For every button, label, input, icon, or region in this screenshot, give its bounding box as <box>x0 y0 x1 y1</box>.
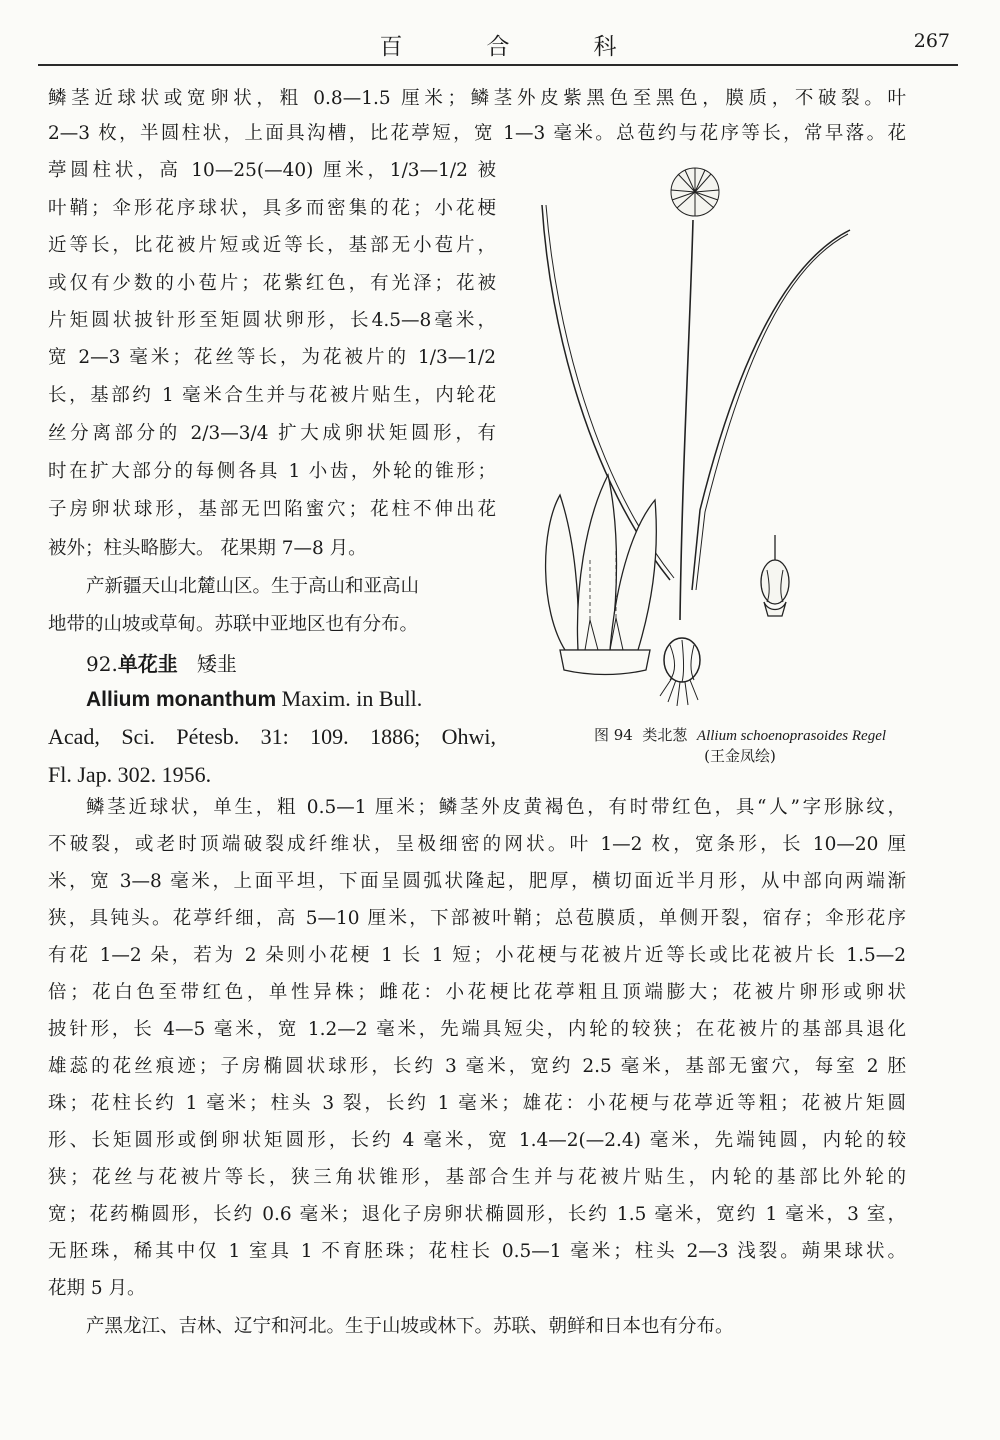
figure-caption <box>530 725 950 767</box>
distribution-line: 地带的山坡或草甸。苏联中亚地区也有分布。 <box>48 614 419 635</box>
text-line: 雄蕊的花丝痕迹；子房椭圆状球形，长约 3 毫米，宽约 2.5 毫米，基部无蜜穴，每室 2 胚 <box>48 1056 906 1077</box>
text-line: 近等长，比花被片短或近等长，基部无小苞片， <box>48 235 496 256</box>
running-title <box>38 28 958 61</box>
text-line: 葶圆柱状，高 10—25(—40) 厘米，1/3—1/2 被 <box>48 160 496 181</box>
species-sci-name: Allium monanthum <box>86 688 277 711</box>
distribution-line: 产黑龙江、吉林、辽宁和河北。生于山坡或林下。苏联、朝鲜和日本也有分布。 <box>86 1316 734 1337</box>
caption-line <box>530 725 950 746</box>
text-line: 倍；花白色至带红色，单性异株；雌花：小花梗比花葶粗且顶端膨大；花被片卵形或卵状 <box>48 982 906 1003</box>
text-line: 或仅有少数的小苞片；花紫红色，有光泽；花被 <box>48 273 496 294</box>
species-alt-name: 矮韭 <box>196 652 237 676</box>
header-rule <box>38 64 958 66</box>
citation-text: Maxim. in Bull. <box>281 686 423 711</box>
text-line: 片矩圆状披针形至矩圆状卵形，长4.5—8毫米， <box>48 310 496 331</box>
distribution-line: 产新疆天山北麓山区。生于高山和亚高山 <box>86 576 420 597</box>
text-line: 宽；花药椭圆形，长约 0.6 毫米；退化子房卵状椭圆形，长约 1.5 毫米，宽约 1 毫米，3 室， <box>48 1204 906 1225</box>
text-line: 长，基部约 1 毫米合生并与花被片贴生，内轮花 <box>48 385 496 406</box>
plant-illustration <box>530 150 950 720</box>
text-line: 宽 2—3 毫米；花丝等长，为花被片的 1/3—1/2 <box>48 347 496 368</box>
caption-cn: 类北葱 <box>642 726 688 744</box>
citation-text: Fl. Jap. 302. 1956. <box>48 762 212 787</box>
citation-text: Acad, Sci. Pétesb. 31: 109. 1886; Ohwi, <box>48 724 496 749</box>
text-line: 时在扩大部分的每侧各具 1 小齿，外轮的锥形； <box>48 461 496 482</box>
species-number: 92. <box>86 652 118 676</box>
text-line: 2—3 枚，半圆柱状，上面具沟槽，比花葶短，宽 1—3 毫米。总苞约与花序等长，常早落。花 <box>48 123 906 144</box>
species-citation-line <box>86 688 422 710</box>
flower-head <box>671 168 719 216</box>
caption-label: 图 94 <box>593 726 633 744</box>
running-title-char: 科 <box>593 34 617 60</box>
text-line: 不破裂，或老时顶端破裂成纤维状，呈极细密的网状。叶 1—2 枚，宽条形，长 10—20 厘 <box>48 834 906 855</box>
page-header <box>38 20 958 62</box>
ovary-detail <box>761 535 789 616</box>
text-line: 狭，具钝头。花葶纤细，高 5—10 厘米，下部被叶鞘；总苞膜质，单侧开裂，宿存；伞形花序 <box>48 908 906 929</box>
text-line: 狭；花丝与花被片等长，狭三角状锥形，基部合生并与花被片贴生，内轮的基部比外轮的 <box>48 1167 906 1188</box>
text-line: 丝分离部分的 2/3—3/4 扩大成卵状矩圆形，有 <box>48 423 496 444</box>
text-line: 披针形，长 4—5 毫米，宽 1.2—2 毫米，先端具短尖，内轮的较狭；在花被片的基部具退化 <box>48 1019 906 1040</box>
text-line: 子房卵状球形，基部无凹陷蜜穴；花柱不伸出花 <box>48 499 496 520</box>
text-line: 被外；柱头略膨大。 花果期 7—8 月。 <box>48 538 367 559</box>
scape <box>680 220 693 620</box>
caption-credit: (王金凤绘) <box>704 747 776 766</box>
text-line: 无胚珠，稀其中仅 1 室具 1 不育胚珠；花柱长 0.5—1 毫米；柱头 2—3 浅裂。蒴果球状。 <box>48 1241 906 1262</box>
text-line: 鳞茎近球状，单生，粗 0.5—1 厘米；鳞茎外皮黄褐色，有时带红色，具“人”字形脉纹， <box>86 797 906 818</box>
text-line: 鳞茎近球状或宽卵状，粗 0.8—1.5 厘米；鳞茎外皮紫黑色至黑色，膜质，不破裂。叶 <box>48 88 906 109</box>
text-line: 叶鞘；伞形花序球状，具多而密集的花；小花梗 <box>48 198 496 219</box>
text-line: 有花 1—2 朵，若为 2 朵则小花梗 1 长 1 短；小花梗与花被片近等长或比花被片长 1.5—2 <box>48 945 906 966</box>
text-line: 花期 5 月。 <box>48 1278 146 1299</box>
caption-sci: Allium schoenoprasoides Regel <box>696 728 887 744</box>
running-title-char: 合 <box>486 34 510 60</box>
running-title-char: 百 <box>379 34 403 60</box>
species-heading <box>86 654 237 674</box>
text-line: 形、长矩圆形或倒卵状矩圆形，长约 4 毫米，宽 1.4—2(—2.4) 毫米，先端钝圆，内轮的较 <box>48 1130 906 1151</box>
text-line: 米，宽 3—8 毫米，上面平坦，下面呈圆弧状隆起，肥厚，横切面近半月形，从中部向两端渐 <box>48 871 906 892</box>
species-name-cn: 单花韭 <box>117 652 178 676</box>
text-line: 珠；花柱长约 1 毫米；柱头 3 裂，长约 1 毫米；雄花：小花梗与花葶近等粗；花被片矩圆 <box>48 1093 906 1114</box>
perianth-detail <box>546 475 657 675</box>
page-number: 267 <box>913 30 950 52</box>
leaf-right <box>692 230 850 590</box>
